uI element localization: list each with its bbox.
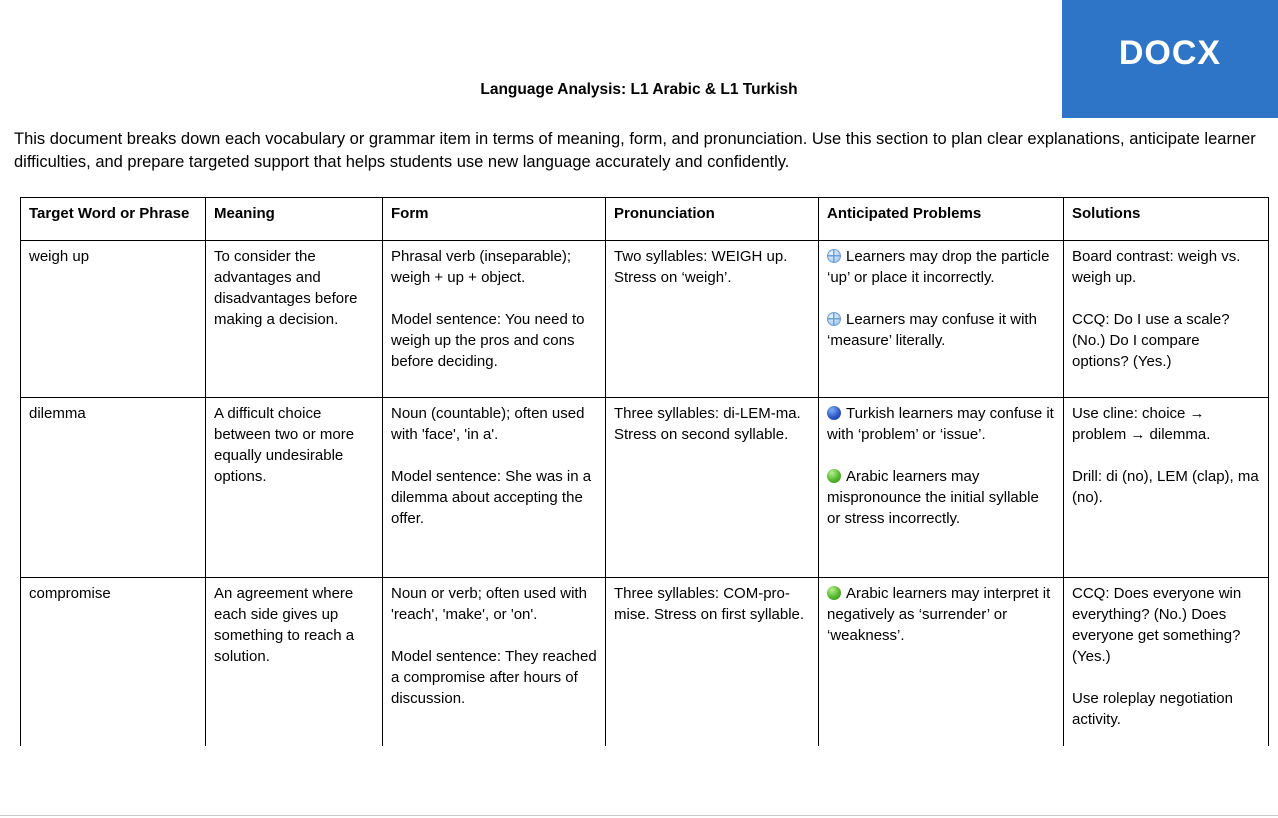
problem-item	[827, 309, 1055, 351]
paragraph: Phrasal verb (inseparable); weigh + up + object.	[391, 248, 572, 286]
target-word: weigh up	[29, 248, 90, 265]
cell-solutions	[1064, 398, 1269, 578]
cell-form	[383, 241, 606, 398]
cell-word	[21, 241, 206, 398]
problem-text: Arabic learners may interpret it negatively as ‘surrender’ or ‘weakness’.	[827, 585, 1051, 644]
paragraph: Three syllables: di-LEM-ma. Stress on second syllable.	[614, 405, 801, 443]
header-anticipated-problems: Anticipated Problems	[819, 198, 1064, 241]
intro-paragraph: This document breaks down each vocabulary or grammar item in terms of meaning, form, and pronunciation. Use this section to plan clear explanations, anticipate learner difficulties, and prepare targeted support that helps students use new language accurately and confidently.	[14, 130, 1256, 171]
paragraph: Use roleplay negotiation activity.	[1072, 690, 1233, 728]
page-bottom-edge	[0, 815, 1278, 816]
docx-badge-label: DOCX	[1118, 33, 1222, 72]
cell-solutions	[1064, 578, 1269, 747]
problem-text: Turkish learners may confuse it with ‘problem’ or ‘issue’.	[827, 405, 1054, 443]
problem-item	[827, 466, 1055, 529]
header-target-word: Target Word or Phrase	[21, 198, 206, 241]
paragraph: CCQ: Do I use a scale? (No.) Do I compare options? (Yes.)	[1072, 311, 1230, 370]
cell-problems	[819, 241, 1064, 398]
cell-meaning	[206, 578, 383, 747]
problem-item	[827, 403, 1055, 445]
cell-pronunciation	[606, 398, 819, 578]
paragraph: CCQ: Does everyone win everything? (No.) Does everyone get something? (Yes.)	[1072, 585, 1242, 665]
problem-text: Arabic learners may mispronounce the initial syllable or stress incorrectly.	[827, 468, 1039, 527]
header-pronunciation: Pronunciation	[606, 198, 819, 241]
table-row	[21, 578, 1269, 747]
paragraph: Three syllables: COM-pro-mise. Stress on first syllable.	[614, 585, 805, 623]
paragraph: To consider the advantages and disadvantages before making a decision.	[214, 248, 358, 328]
target-word: compromise	[29, 585, 111, 602]
cell-form	[383, 578, 606, 747]
globe-icon	[827, 312, 841, 326]
paragraph: An agreement where each side gives up something to reach a solution.	[214, 585, 355, 665]
paragraph: Drill: di (no), LEM (clap), ma (no).	[1072, 468, 1259, 506]
paragraph: Model sentence: They reached a compromise after hours of discussion.	[391, 648, 597, 707]
table-row	[21, 398, 1269, 578]
header-form: Form	[383, 198, 606, 241]
paragraph: A difficult choice between two or more equally undesirable options.	[214, 405, 355, 485]
table-header-row	[21, 198, 1269, 241]
cell-form	[383, 398, 606, 578]
cell-solutions	[1064, 241, 1269, 398]
problem-item	[827, 583, 1055, 646]
paragraph: Two syllables: WEIGH up. Stress on ‘weigh’.	[614, 248, 788, 286]
green-sphere-icon	[827, 469, 841, 483]
green-sphere-icon	[827, 586, 841, 600]
page-title: Language Analysis: L1 Arabic & L1 Turkish	[480, 81, 798, 98]
cell-word	[21, 578, 206, 747]
table-row	[21, 241, 1269, 398]
paragraph: Noun (countable); often used with 'face', 'in a'.	[391, 405, 585, 443]
docx-file-badge[interactable]	[1062, 0, 1278, 118]
header-meaning: Meaning	[206, 198, 383, 241]
blue-sphere-icon	[827, 406, 841, 420]
cell-meaning	[206, 398, 383, 578]
problem-text: Learners may drop the particle ‘up’ or place it incorrectly.	[827, 248, 1050, 286]
cell-meaning	[206, 241, 383, 398]
globe-icon	[827, 249, 841, 263]
cell-word	[21, 398, 206, 578]
language-analysis-table	[20, 197, 1269, 746]
paragraph: Noun or verb; often used with 'reach', 'make', or 'on'.	[391, 585, 587, 623]
paragraph: Model sentence: You need to weigh up the pros and cons before deciding.	[391, 311, 585, 370]
cell-pronunciation	[606, 241, 819, 398]
problem-item	[827, 246, 1055, 288]
header-solutions: Solutions	[1064, 198, 1269, 241]
paragraph: Use cline: choice → problem → dilemma.	[1072, 405, 1211, 443]
target-word: dilemma	[29, 405, 86, 422]
cell-problems	[819, 578, 1064, 747]
paragraph: Model sentence: She was in a dilemma about accepting the offer.	[391, 468, 592, 527]
problem-text: Learners may confuse it with ‘measure’ literally.	[827, 311, 1037, 349]
cell-pronunciation	[606, 578, 819, 747]
paragraph: Board contrast: weigh vs. weigh up.	[1072, 248, 1241, 286]
cell-problems	[819, 398, 1064, 578]
language-analysis-table-container	[20, 197, 1269, 746]
